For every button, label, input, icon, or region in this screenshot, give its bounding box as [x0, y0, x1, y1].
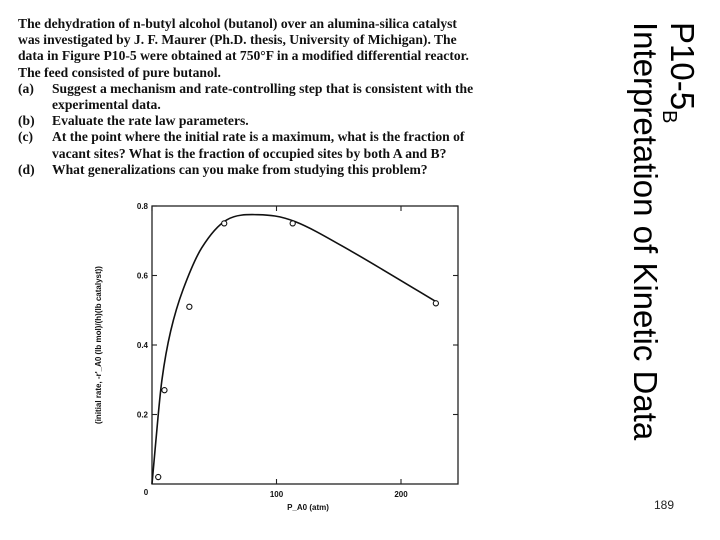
x-tick-label: 200 — [394, 490, 408, 499]
slide-title-main: $P10-5_B$ — [658, 22, 701, 124]
problem-part-text: Suggest a mechanism and rate-controlling step that is consistent with the — [52, 80, 474, 96]
problem-part-text: vacant sites? What is the fraction of occupied sites by both A and B? — [52, 145, 447, 161]
fitted-curve — [152, 215, 436, 484]
data-point — [187, 304, 192, 309]
slide-subtitle: Interpretation of Kinetic Data — [627, 22, 664, 441]
data-point — [162, 388, 167, 393]
problem-part-text: What generalizations can you make from studying this problem? — [52, 161, 428, 177]
data-point — [290, 221, 295, 226]
problem-intro-line: The dehydration of n-butyl alcohol (butanol) over an alumina-silica catalyst — [18, 16, 457, 31]
problem-intro-line: The feed consisted of pure butanol. — [18, 64, 221, 80]
problem-part-text: experimental data. — [52, 97, 161, 113]
problem-part-text: Evaluate the rate law parameters. — [52, 113, 249, 129]
page-number: 189 — [654, 498, 675, 512]
x-tick-label: 100 — [269, 490, 284, 499]
y-tick-label: 0.6 — [136, 271, 148, 281]
problem-part-label: (d) — [18, 161, 35, 177]
problem-part-label: (b) — [18, 113, 35, 129]
y-axis-label: (initial rate, -r'_A0 (lb mol)/(h)(lb catalyst)) — [94, 266, 103, 424]
data-point — [222, 221, 227, 226]
problem-part-label: (c) — [18, 129, 34, 145]
problem-part-text: At the point where the initial rate is a maximum, what is the fraction of — [52, 129, 465, 145]
origin-label: 0 — [143, 488, 149, 497]
y-tick-label: 0.8 — [136, 202, 148, 211]
y-tick-label: 0.4 — [136, 341, 148, 350]
problem-part-label: (a) — [18, 80, 34, 96]
slide-title-subscript: B — [658, 110, 680, 124]
x-axis-label: P_A0 (atm) — [287, 503, 329, 512]
slide-title — [622, 22, 702, 492]
plot-frame — [152, 206, 458, 484]
y-tick-label: 0.2 — [136, 410, 148, 420]
problem-intro-line: was investigated by J. F. Maurer (Ph.D. thesis, University of Michigan). The — [18, 32, 457, 48]
data-point — [156, 474, 161, 479]
problem-intro-line: data in Figure P10-5 were obtained at 750°F in a modified differential reactor. — [18, 48, 469, 64]
data-point — [433, 301, 438, 306]
